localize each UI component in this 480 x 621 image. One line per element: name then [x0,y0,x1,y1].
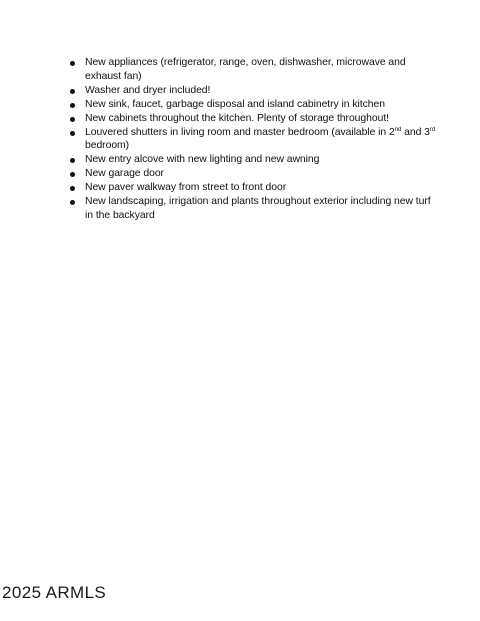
list-item-text: New paver walkway from street to front door [85,182,287,194]
list-item-text: New garage door [85,168,164,180]
bullet-icon [70,89,75,94]
bullet-icon [70,131,75,136]
ordinal-suffix: nd [394,126,402,133]
bullet-icon [70,158,75,163]
list-item [66,112,436,126]
list-item-text: New landscaping, irrigation and plants throughout exterior including new turf in the backyard [85,196,431,221]
bullet-icon [70,61,75,66]
list-item [66,56,436,84]
list-item-text: bedroom) [85,140,130,152]
bullet-icon [70,103,75,108]
list-item [66,167,436,181]
list-item [66,126,436,154]
bullet-icon [70,186,75,191]
list-item-text: New cabinets throughout the kitchen. Plenty of storage throughout! [85,112,389,124]
list-item [66,195,436,223]
list-item-text: and 3 [401,126,430,138]
copyright-watermark: 2025 ARMLS [2,583,107,602]
list-item-text: Louvered shutters in living room and master bedroom (available in 2 [85,126,395,138]
list-item-text: New appliances (refrigerator, range, oven, dishwasher, microwave and exhaust fan) [85,57,406,82]
feature-list [66,56,436,223]
list-item [66,181,436,195]
list-item-text: Washer and dryer included! [85,84,211,96]
list-item [66,84,436,98]
bullet-icon [70,172,75,177]
list-item-text: New sink, faucet, garbage disposal and island cabinetry in kitchen [85,98,385,110]
bullet-icon [70,117,75,122]
list-item [66,153,436,167]
list-item [66,98,436,112]
ordinal-suffix: rd [429,126,436,133]
bullet-icon [70,200,75,205]
list-item-text: New entry alcove with new lighting and new awning [85,154,320,166]
